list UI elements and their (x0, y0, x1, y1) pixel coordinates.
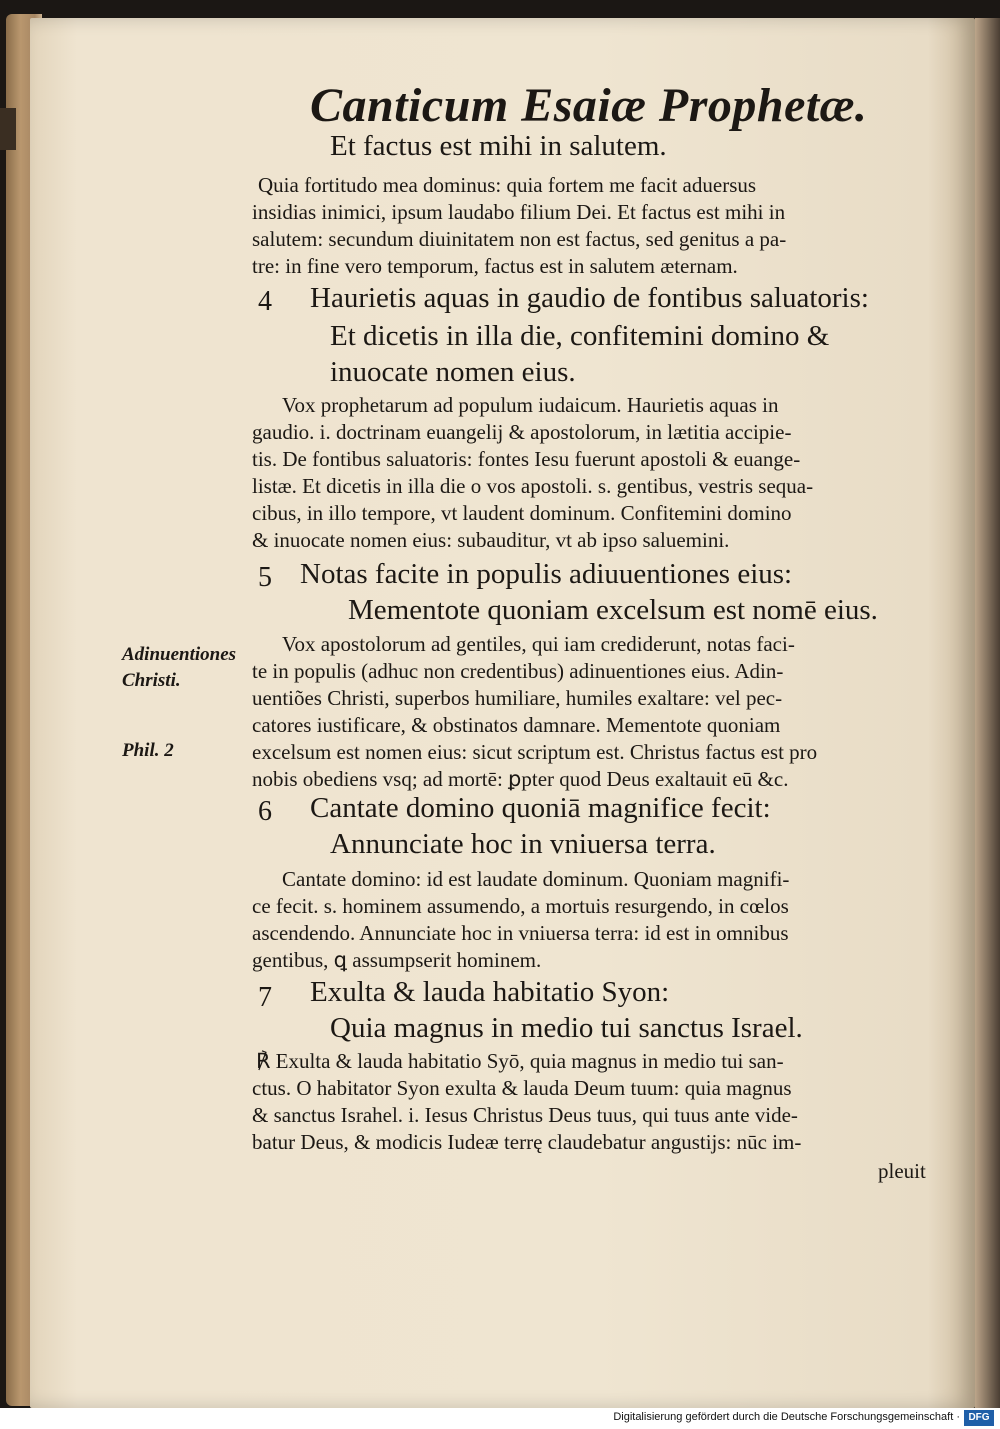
commentary-line: uentiões Christi, superbos humiliare, humiles exaltare: vel pec- (252, 686, 783, 710)
verse-line: Mementote quoniam excelsum est nomē eius. (348, 594, 878, 626)
catchword: pleuit (878, 1159, 926, 1183)
commentary-line: Quia fortitudo mea dominus: quia fortem me facit aduersus (258, 173, 757, 197)
commentary-line: listæ. Et dicetis in illa die o vos apostoli. s. gentibus, vestris sequa- (252, 474, 814, 498)
verse-line: Exulta & lauda habitatio Syon: (310, 976, 670, 1008)
commentary-line: Vox apostolorum ad gentiles, qui iam crediderunt, notas faci- (282, 632, 795, 656)
verse-line: Haurietis aquas in gaudio de fontibus saluatoris: (310, 282, 869, 314)
commentary-line: salutem: secundum diuinitatem non est factus, sed genitus a pa- (252, 227, 787, 251)
commentary-line: ℟ Exulta & lauda habitatio Syō, quia magnus in medio tui san- (256, 1049, 784, 1073)
marginal-note: Phil. 2 (122, 740, 174, 761)
commentary-line: excelsum est nomen eius: sicut scriptum est. Christus factus est pro (252, 740, 818, 764)
bookmark-tab (0, 108, 16, 150)
funding-notice: Digitalisierung gefördert durch die Deutsche Forschungsgemeinschaft · (613, 1411, 960, 1423)
verse-line: inuocate nomen eius. (330, 356, 576, 388)
commentary-line: catores iustificare, & obstinatos damnare. Mementote quoniam (252, 713, 781, 737)
verse-number: 7 (258, 982, 272, 1013)
dfg-logo[interactable]: DFG (964, 1410, 994, 1426)
running-title: Canticum Esaiæ Prophetæ. (310, 79, 868, 132)
commentary-line: cibus, in illo tempore, vt laudent dominum. Confitemini domino (252, 501, 792, 525)
commentary-line: Cantate domino: id est laudate dominum. Quoniam magnifi- (282, 867, 790, 891)
marginal-note: Christi. (122, 670, 181, 691)
footer-bar (0, 1408, 1000, 1429)
page-gutter (975, 18, 1000, 1408)
verse-line: Notas facite in populis adiuuentiones eius: (300, 558, 793, 590)
verse-number: 6 (258, 796, 272, 827)
verse-number: 4 (258, 286, 272, 317)
verse-line: Annunciate hoc in vniuersa terra. (330, 828, 716, 860)
commentary-line: te in populis (adhuc non credentibus) adinuentiones eius. Adin- (252, 659, 784, 683)
commentary-line: gentibus, ꝗ assumpserit hominem. (252, 948, 542, 972)
commentary-line: ce fecit. s. hominem assumendo, a mortuis resurgendo, in cœlos (252, 894, 789, 918)
commentary-line: ascendendo. Annunciate hoc in vniuersa terra: id est in omnibus (252, 921, 789, 945)
commentary-line: tis. De fontibus saluatoris: fontes Iesu fuerunt apostoli & euange- (252, 447, 801, 471)
continuation-line: Et factus est mihi in salutem. (330, 130, 667, 162)
commentary-line: Vox prophetarum ad populum iudaicum. Haurietis aquas in (282, 393, 779, 417)
commentary-line: tre: in fine vero temporum, factus est in salutem æternam. (252, 254, 738, 278)
commentary-line: ctus. O habitator Syon exulta & lauda Deum tuum: quia magnus (252, 1076, 792, 1100)
marginal-note: Adinuentiones (122, 644, 237, 665)
verse-line: Quia magnus in medio tui sanctus Israel. (330, 1012, 803, 1044)
verse-line: Et dicetis in illa die, confitemini domino & (330, 320, 830, 352)
commentary-line: nobis obediens vsq; ad mortē: ꝑpter quod Deus exaltauit eū &c. (252, 767, 789, 791)
commentary-line: & inuocate nomen eius: subauditur, vt ab ipso saluemini. (252, 528, 730, 552)
commentary-line: & sanctus Israhel. i. Iesus Christus Deus tuus, qui tuus ante vide- (252, 1103, 798, 1127)
commentary-line: gaudio. i. doctrinam euangelij & apostolorum, in lætitia accipie- (252, 420, 792, 444)
commentary-line: insidias inimici, ipsum laudabo filium Dei. Et factus est mihi in (252, 200, 786, 224)
verse-line: Cantate domino quoniā magnifice fecit: (310, 792, 771, 824)
verse-number: 5 (258, 562, 272, 593)
commentary-line: batur Deus, & modicis Iudeæ terrę claudebatur angustijs: nūc im- (252, 1130, 802, 1154)
